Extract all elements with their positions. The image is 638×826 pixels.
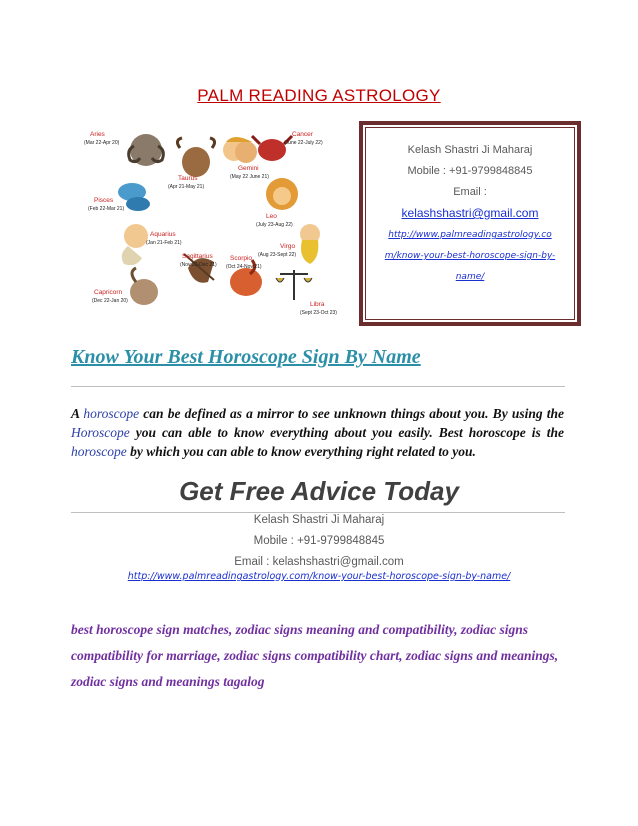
scorpio-icon <box>230 268 262 296</box>
dates-leo: (July 23-Aug 22) <box>256 222 293 228</box>
contact-url-line-2[interactable]: m/know-your-best-horoscope-sign-by- <box>384 251 556 261</box>
dates-capricorn: (Dec 22-Jan 20) <box>92 298 128 304</box>
label-aquarius: Aquarius <box>150 231 176 238</box>
advice-mobile: Mobile : +91-9799848845 <box>253 535 385 547</box>
label-libra: Libra <box>310 301 325 308</box>
intro-paragraph <box>71 404 564 461</box>
intro-keyword-3: horoscope <box>71 444 127 459</box>
contact-email-label: Email : <box>453 186 487 198</box>
intro-text-1: A <box>71 406 84 421</box>
intro-text-4: by which you can able to know everything right related to you. <box>126 444 476 459</box>
label-virgo: Virgo <box>280 243 296 250</box>
contact-mobile: Mobile : +91-9799848845 <box>407 165 533 177</box>
heading-divider <box>71 386 565 387</box>
label-pisces: Pisces <box>94 197 114 204</box>
page-title: PALM READING ASTROLOGY <box>197 86 441 105</box>
intro-text-3: you can able to know everything about you easily. Best horoscope is the <box>129 425 564 440</box>
label-taurus: Taurus <box>178 175 198 182</box>
cancer-icon <box>258 139 286 161</box>
dates-cancer: (June 22-July 22) <box>284 140 323 146</box>
advice-contact <box>0 510 638 573</box>
intro-keyword-2: Horoscope <box>71 425 130 440</box>
label-leo: Leo <box>266 213 277 220</box>
dates-sagittarius: (Nov 22-Dec 21) <box>180 262 217 268</box>
intro-text-2: can be defined as a mirror to see unknown things about you. By using the <box>139 406 564 421</box>
section-heading: Know Your Best Horoscope Sign By Name <box>71 346 421 368</box>
label-capricorn: Capricorn <box>94 289 123 296</box>
dates-pisces: (Feb 22-Mar 21) <box>88 206 125 212</box>
dates-aries: (Mar 22-Apr 20) <box>84 140 120 146</box>
dates-gemini: (May 22 June 21) <box>230 174 269 180</box>
contact-name: Kelash Shastri Ji Maharaj <box>407 144 533 156</box>
contact-email-link[interactable]: kelashshastri@gmail.com <box>401 206 539 220</box>
label-gemini: Gemini <box>238 165 259 172</box>
dates-virgo: (Aug 23-Sept 22) <box>258 252 297 258</box>
aquarius-icon <box>124 224 148 248</box>
label-scorpio: Scorpio <box>230 255 253 262</box>
contact-box <box>359 121 581 326</box>
contact-url-line-1[interactable]: http://www.palmreadingastrology.co <box>388 230 552 240</box>
advice-email: Email : kelashshastri@gmail.com <box>234 556 404 568</box>
zodiac-illustration <box>84 122 354 322</box>
taurus-icon <box>182 147 210 177</box>
contact-url-line-3[interactable]: name/ <box>455 272 485 282</box>
dates-aquarius: (Jan 21-Feb 21) <box>146 240 182 246</box>
advice-url-link[interactable]: http://www.palmreadingastrology.com/know-your-best-horoscope-sign-by-name/ <box>127 571 511 582</box>
capricorn-icon <box>130 279 158 305</box>
contact-box-inner <box>365 127 575 320</box>
intro-keyword-1: horoscope <box>83 406 140 421</box>
dates-libra: (Sept 23-Oct 23) <box>300 310 337 316</box>
advice-title: Get Free Advice Today <box>179 476 459 506</box>
dates-scorpio: (Oct 24-Nov 21) <box>226 264 262 270</box>
label-sagittarius: Sagittarius <box>182 253 213 260</box>
advice-name: Kelash Shastri Ji Maharaj <box>253 514 385 526</box>
label-cancer: Cancer <box>292 131 313 138</box>
keywords-paragraph: best horoscope sign matches, zodiac signs meaning and compatibility, zodiac signs compatibility for marriage, zodiac signs compatibility chart, zodiac signs and meanings, zodiac signs and meanings tagalog <box>71 622 559 689</box>
dates-taurus: (Apr 21-May 21) <box>168 184 205 190</box>
zodiac-signs-image <box>84 122 354 322</box>
label-aries: Aries <box>90 131 105 138</box>
